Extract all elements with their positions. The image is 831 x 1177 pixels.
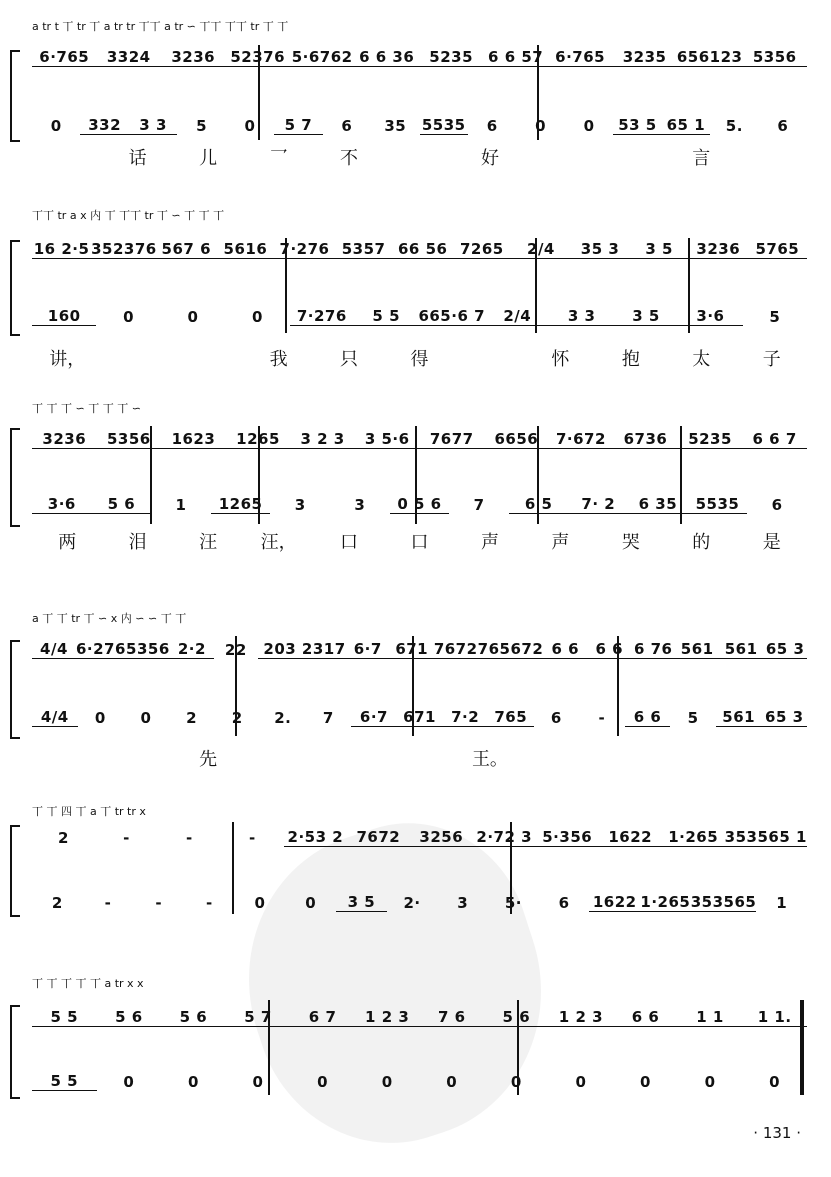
lower-note: - — [205, 894, 213, 912]
upper-note: 5 6 — [161, 1008, 226, 1027]
lower-note: 5535 — [420, 116, 468, 135]
lower-note: 0 — [123, 308, 135, 326]
lower-note: 0 — [535, 117, 547, 135]
lower-note: 0 — [251, 308, 263, 326]
lower-staff — [32, 116, 807, 135]
upper-note: 1265 — [226, 430, 291, 449]
upper-note: 3 2 3 — [290, 430, 355, 449]
upper-note: 2·53 2 — [284, 828, 347, 847]
upper-note: 65 3 — [763, 640, 807, 659]
lower-note: 5. — [725, 117, 743, 135]
upper-note: 2·2 — [170, 640, 214, 659]
lower-note: 3 — [354, 496, 366, 514]
lyric-char — [243, 745, 313, 771]
upper-note: 2·72 3 — [473, 828, 536, 847]
lyric-char — [455, 345, 525, 371]
lower-note: 6 — [486, 117, 498, 135]
system-brace — [10, 1005, 20, 1099]
lower-note: 6 — [558, 894, 570, 912]
upper-note: 5356 — [126, 640, 170, 658]
system-brace — [10, 640, 20, 739]
upper-note: 6 6 36 — [354, 48, 418, 67]
lower-note: 0 — [446, 1073, 458, 1091]
lyric-char: 口 — [410, 532, 429, 553]
ornament-row: a 丅 丅 tr 丅 ∽ x 内 ∽ ∽ 丅 丅 — [32, 612, 187, 625]
system-brace — [10, 825, 20, 917]
ornament-row: 丅丅 tr a x 内 丅 丅丅 tr 丅 ∽ 丅 丅 丅 — [32, 209, 225, 222]
upper-note: 3236 — [161, 48, 225, 67]
lower-note: 1 — [776, 894, 788, 912]
lower-note: 765 — [488, 708, 534, 727]
lower-note: 3 3 — [129, 116, 177, 135]
upper-note: 7265 — [452, 240, 511, 259]
lower-note: 0 — [94, 709, 106, 727]
upper-staff — [32, 430, 807, 449]
lower-note: 4/4 — [32, 708, 78, 727]
lyric-char — [102, 745, 172, 771]
upper-note: 1 1. — [742, 1008, 807, 1027]
lower-note: 5 — [769, 308, 781, 326]
upper-note: 6 7 — [290, 1008, 355, 1027]
lower-note: 0 — [254, 894, 266, 912]
upper-note: 1623 — [161, 430, 226, 449]
lower-note: - — [155, 894, 163, 912]
upper-note: 5356 — [97, 430, 162, 449]
lyric-char: 哭 — [621, 532, 640, 553]
ornament-row: 丅 丅 四 丅 a 丅 tr tr x — [32, 805, 146, 818]
upper-note: 6·765 — [32, 48, 96, 67]
upper-note: 5 6 — [97, 1008, 162, 1027]
upper-note: 6 6 — [543, 640, 587, 659]
upper-note: 6 6 7 — [742, 430, 807, 449]
lower-note: 561 — [716, 708, 762, 727]
lyric-char — [596, 144, 666, 170]
upper-note: 6·7 — [346, 640, 390, 659]
lyric-char — [384, 745, 454, 771]
lower-note: 5 6 — [92, 495, 152, 514]
lyric-char: 王。 — [471, 749, 508, 770]
lyrics-row — [32, 144, 807, 170]
lyric-char: 口 — [340, 532, 359, 553]
upper-note: 3 5·6 — [355, 430, 420, 449]
upper-note: 203 — [258, 640, 302, 659]
lower-note: 5 5 — [354, 307, 418, 326]
upper-note: 1 1 — [678, 1008, 743, 1027]
lower-note: 2 — [51, 894, 63, 912]
lower-note: 7· 2 — [568, 495, 628, 514]
lyric-char: 两 — [58, 532, 77, 553]
lyrics-row — [32, 528, 807, 554]
upper-note: 52376 — [225, 48, 289, 67]
lower-note: 0 — [252, 1073, 264, 1091]
lyric-char: 声 — [480, 532, 499, 553]
lyric-char: 我 — [269, 349, 288, 370]
upper-note: 3235 — [612, 48, 676, 67]
lyric-char — [666, 745, 736, 771]
upper-note: 7672 — [433, 640, 478, 658]
lyric-char: 太 — [692, 349, 711, 370]
upper-note: 35 3 — [571, 240, 630, 259]
lower-note: 6 5 — [509, 495, 569, 514]
upper-note: 1 2 3 — [549, 1008, 614, 1027]
upper-note: 5 6 — [484, 1008, 549, 1027]
lower-note: 0 — [510, 1073, 522, 1091]
page-number: · 131 · — [753, 1124, 801, 1142]
lower-note: 0 — [583, 117, 595, 135]
lower-staff — [32, 495, 807, 514]
lower-note: 5 — [687, 709, 699, 727]
lower-note: 0 — [244, 117, 256, 135]
lyric-char: 先 — [199, 749, 218, 770]
lower-note: 2 — [186, 709, 198, 727]
lower-note: 3·6 — [678, 307, 742, 326]
upper-note: 6 6 57 — [483, 48, 547, 67]
upper-note: 6 6 — [587, 640, 631, 659]
upper-note: 5 5 — [32, 1008, 97, 1027]
upper-note: 5235 — [678, 430, 743, 449]
lyric-char — [173, 345, 243, 371]
lower-note: 3 5 — [614, 307, 678, 326]
lower-note: 0 — [187, 1073, 199, 1091]
lyric-char: 只 — [340, 349, 359, 370]
lower-note: 0 — [317, 1073, 329, 1091]
upper-note: 3324 — [96, 48, 160, 67]
lower-note: 6·7 — [351, 708, 397, 727]
lyric-char — [525, 745, 595, 771]
upper-note: 6·765 — [548, 48, 612, 67]
upper-note: 671 — [390, 640, 434, 659]
lower-note: - — [104, 894, 112, 912]
lower-note: 3 5 — [336, 893, 387, 912]
lower-note: 0 — [187, 308, 199, 326]
lower-note: 3 — [294, 496, 306, 514]
lower-note: 6 — [777, 117, 789, 135]
lower-note: 1622 — [589, 893, 640, 912]
lower-note: 671 — [397, 708, 443, 727]
lyric-char: 声 — [551, 532, 570, 553]
lyric-char: 好 — [480, 148, 499, 169]
lyric-char: 言 — [692, 148, 711, 169]
lower-note: 5 7 — [274, 116, 322, 135]
lyric-char — [525, 144, 595, 170]
lyric-char — [737, 144, 807, 170]
lower-note: 1 — [175, 496, 187, 514]
upper-note: 765672 — [477, 640, 544, 658]
lower-note: 0 — [305, 894, 317, 912]
upper-note: 7·276 — [275, 240, 334, 259]
upper-note: 6656 — [484, 430, 549, 449]
system-brace — [10, 50, 20, 142]
lower-note: 2 — [231, 709, 243, 727]
upper-note: 3236 — [32, 430, 97, 449]
upper-note: 5235 — [419, 48, 483, 67]
lower-note: 65 1 — [662, 116, 710, 135]
upper-note: 1622 — [599, 828, 662, 847]
lower-note: 6 — [771, 496, 783, 514]
upper-note: - — [123, 829, 130, 847]
lower-note: 1265 — [211, 495, 271, 514]
lyric-char: 话 — [128, 148, 147, 169]
lyric-char: 不 — [340, 148, 359, 169]
lower-staff — [32, 708, 807, 727]
upper-note: 3256 — [410, 828, 473, 847]
lyrics-row — [32, 345, 807, 371]
upper-staff — [32, 240, 807, 259]
upper-note: 2 — [58, 829, 69, 847]
upper-note: 7672 — [347, 828, 410, 847]
lower-note: 5· — [504, 894, 522, 912]
lower-note: 0 5 6 — [390, 495, 450, 514]
lyric-char: 汪 — [199, 532, 218, 553]
upper-note: - — [186, 829, 193, 847]
lower-note: 1·265 — [640, 893, 691, 911]
lower-note: 7·2 — [442, 708, 488, 727]
lower-note: 0 — [575, 1073, 587, 1091]
upper-staff — [32, 828, 807, 847]
upper-note: 7 6 — [419, 1008, 484, 1027]
lower-note: 6 — [550, 709, 562, 727]
lower-note: 3·6 — [32, 495, 92, 514]
lyric-char: 的 — [692, 532, 711, 553]
lyric-char: 讲， — [49, 349, 86, 370]
lower-note: 0 — [140, 709, 152, 727]
upper-note: 4/4 — [32, 640, 76, 659]
lyric-char: 得 — [410, 349, 429, 370]
lower-note: 5 5 — [32, 1072, 97, 1091]
upper-note: 5616 — [216, 240, 275, 259]
lyric-char — [32, 144, 102, 170]
upper-note: 6·276 — [75, 640, 126, 658]
lower-note: 6 35 — [628, 495, 688, 514]
system-brace — [10, 240, 20, 336]
lower-note: 353565 — [690, 893, 757, 911]
lower-note: 53 5 — [613, 116, 661, 135]
lyric-char — [102, 345, 172, 371]
lower-note: 7 — [473, 496, 485, 514]
lower-note: 0 — [50, 117, 62, 135]
lower-note: 332 — [80, 116, 128, 135]
upper-note: 1 2 3 — [355, 1008, 420, 1027]
lower-note: 0 — [640, 1073, 651, 1091]
ornament-row: a tr t 丅 tr 丅 a tr tr 丅丅 a tr ∽ 丅丅 丅丅 tr 丅 丅 — [32, 20, 289, 33]
lower-note: 7 — [322, 709, 334, 727]
lower-staff — [32, 307, 807, 326]
lower-note: 65 3 — [762, 708, 808, 727]
lower-note: 2. — [274, 709, 292, 727]
upper-note: 561 — [719, 640, 763, 659]
lyric-char: 汪， — [260, 532, 297, 553]
upper-note: 16 2·5 — [33, 240, 90, 258]
upper-note: 352376 — [91, 240, 157, 258]
lower-note: - — [598, 709, 606, 727]
lower-note: 160 — [32, 307, 96, 326]
lyric-char — [32, 745, 102, 771]
upper-note: 5765 — [748, 240, 807, 259]
lyric-char — [384, 144, 454, 170]
upper-staff — [32, 640, 807, 659]
lyric-char: 儿 — [199, 148, 218, 169]
upper-note: 561 — [675, 640, 719, 659]
upper-note: 6 6 — [613, 1008, 678, 1027]
ornament-row: 丅 丅 丅 ∽ 丅 丅 丅 ∽ — [32, 402, 141, 415]
lyric-char: 泪 — [128, 532, 147, 553]
upper-note: 353565 1 — [724, 828, 807, 846]
lower-note: 0 — [381, 1073, 393, 1091]
upper-note: 1·265 — [662, 828, 725, 847]
upper-note: 7·672 — [549, 430, 614, 449]
upper-note: 567 6 — [157, 240, 216, 259]
lower-staff — [32, 1072, 807, 1091]
lower-note: 3 — [457, 894, 469, 912]
upper-staff — [32, 1008, 807, 1027]
lower-note: 3 3 — [549, 307, 613, 326]
lower-note: 2/4 — [485, 307, 549, 326]
upper-note: 656123 — [676, 48, 743, 66]
lyric-char: 怀 — [551, 349, 570, 370]
upper-note: 3 5 — [630, 240, 689, 259]
upper-note: 5·356 — [536, 828, 599, 847]
upper-note: 2317 — [301, 640, 346, 658]
lower-note: 7·276 — [290, 307, 354, 326]
upper-staff — [32, 48, 807, 67]
lower-staff — [32, 893, 807, 912]
upper-note: 5·6762 — [291, 48, 353, 66]
system-brace — [10, 428, 20, 527]
lower-note: 6 — [341, 117, 353, 135]
lower-note: 6 6 — [625, 708, 671, 727]
lower-note: 0 — [704, 1073, 716, 1091]
upper-note: 6736 — [613, 430, 678, 449]
upper-note: - — [249, 829, 256, 847]
lower-note: 0 — [769, 1073, 781, 1091]
lower-note: 2· — [403, 894, 421, 912]
upper-note: 7677 — [419, 430, 484, 449]
upper-note: 5 7 — [226, 1008, 291, 1027]
lyric-char: 抱 — [621, 349, 640, 370]
upper-note: 2/4 — [511, 240, 570, 259]
ornament-row: 丅 丅 丅 丅 丅 a tr x x — [32, 977, 144, 990]
lower-note: 0 — [123, 1073, 135, 1091]
lyric-char: 乛 — [269, 148, 288, 169]
lyric-char — [314, 745, 384, 771]
lyric-char — [596, 745, 666, 771]
lyric-char: 子 — [762, 349, 781, 370]
lower-note: 35 — [384, 117, 407, 135]
upper-note: 22 — [224, 641, 247, 659]
upper-note: 5356 — [742, 48, 806, 67]
lyrics-row — [32, 745, 807, 771]
lower-note: 5535 — [688, 495, 748, 514]
upper-note: 3236 — [689, 240, 748, 259]
upper-note: 6 76 — [631, 640, 675, 659]
upper-note: 5357 — [334, 240, 393, 259]
lower-note: 665·6 7 — [418, 307, 486, 325]
lower-note: 5 — [196, 117, 207, 135]
lyric-char: 是 — [762, 532, 781, 553]
lyric-char — [737, 745, 807, 771]
upper-note: 66 56 — [393, 240, 452, 259]
